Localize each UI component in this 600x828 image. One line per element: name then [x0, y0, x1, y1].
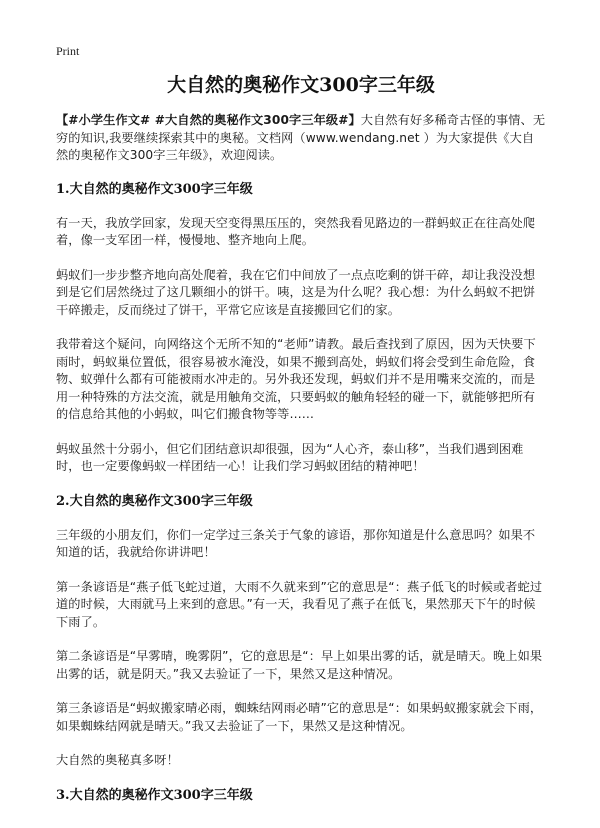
document-title: 大自然的奥秘作文300字三年级	[167, 74, 435, 96]
section-2-paragraph-5: 大自然的奥秘真多呀！	[56, 753, 179, 767]
section-2-paragraph-4: 第三条谚语是“蚂蚁搬家晴必雨，蜘蛛结网雨必晴”它的意思是“：如果蚂蚁搬家就会下雨，如果蜘蛛结网就是晴天。”我又去验证了一下，果然又是这种情况。	[56, 701, 543, 733]
section-2-paragraph-2: 第一条谚语是“燕子低飞蛇过道，大雨不久就来到”它的意思是“：燕子低飞的时候或者蛇过道的时候，大雨就马上来到的意思。”有一天，我看见了燕子在低飞，果然那天下午的时候下雨了。	[56, 579, 543, 629]
intro-tags: 【#小学生作文# #大自然的奥秘作文300字三年级#】	[56, 113, 361, 127]
intro-paragraph	[56, 112, 546, 165]
section-1-paragraph-3: 我带着这个疑问，向网络这个无所不知的“老师”请教。最后查找到了原因，因为天快要下雨时，蚂蚁巢位置低，很容易被水淹没，如果不搬到高处，蚂蚁们将会受到生命危险，食物、蚁弹什么都有可能被雨水冲走的。另外我还发现，蚂蚁们并不是用嘴来交流的，而是用一种特殊的方法交流，就是用触角交流，只要蚂蚁的触角轻轻的碰一下，就能够把所有的信息给其他的小蚂蚁，叫它们搬食物等等……	[56, 337, 536, 421]
section-heading-2: 2.大自然的奥秘作文300字三年级	[56, 493, 253, 509]
section-2-paragraph-1: 三年级的小朋友们，你们一定学过三条关于气象的谚语，那你知道是什么意思吗？如果不知道的话，我就给你讲讲吧！	[56, 527, 536, 559]
section-1-paragraph-1: 有一天，我放学回家，发现天空变得黑压压的，突然我看见路边的一群蚂蚁正在往高处爬着，像一支军团一样，慢慢地、整齐地向上爬。	[56, 215, 536, 247]
print-label: Print	[56, 44, 80, 58]
section-2-paragraph-3: 第二条谚语是“早雾晴，晚雾阴”，它的意思是“：早上如果出雾的话，就是晴天。晚上如果出雾的话，就是阴天。”我又去验证了一下，果然又是这种情况。	[56, 649, 543, 681]
section-1-paragraph-4: 蚂蚁虽然十分弱小，但它们团结意识却很强，因为“人心齐，泰山移”，当我们遇到困难时，也一定要像蚂蚁一样团结一心！让我们学习蚂蚁团结的精神吧！	[56, 441, 524, 473]
intro-text: 大自然有好多稀奇古怪的事情、无穷的知识,我要继续探索其中的奥秘。文档网（www.wendang.net ）为大家提供《大自然的奥秘作文300字三年级》，欢迎阅读。	[56, 113, 546, 162]
section-heading-1: 1.大自然的奥秘作文300字三年级	[56, 181, 253, 197]
section-1-paragraph-2: 蚂蚁们一步步整齐地向高处爬着，我在它们中间放了一点点吃剩的饼干碎，却让我没没想到是它们居然绕过了这几颗细小的饼干。咦，这是为什么呢？我心想：为什么蚂蚁不把饼干碎搬走，反而绕过了饼干，平常它应该是直接搬回它们的家。	[56, 267, 536, 317]
section-heading-3: 3.大自然的奥秘作文300字三年级	[56, 787, 253, 803]
